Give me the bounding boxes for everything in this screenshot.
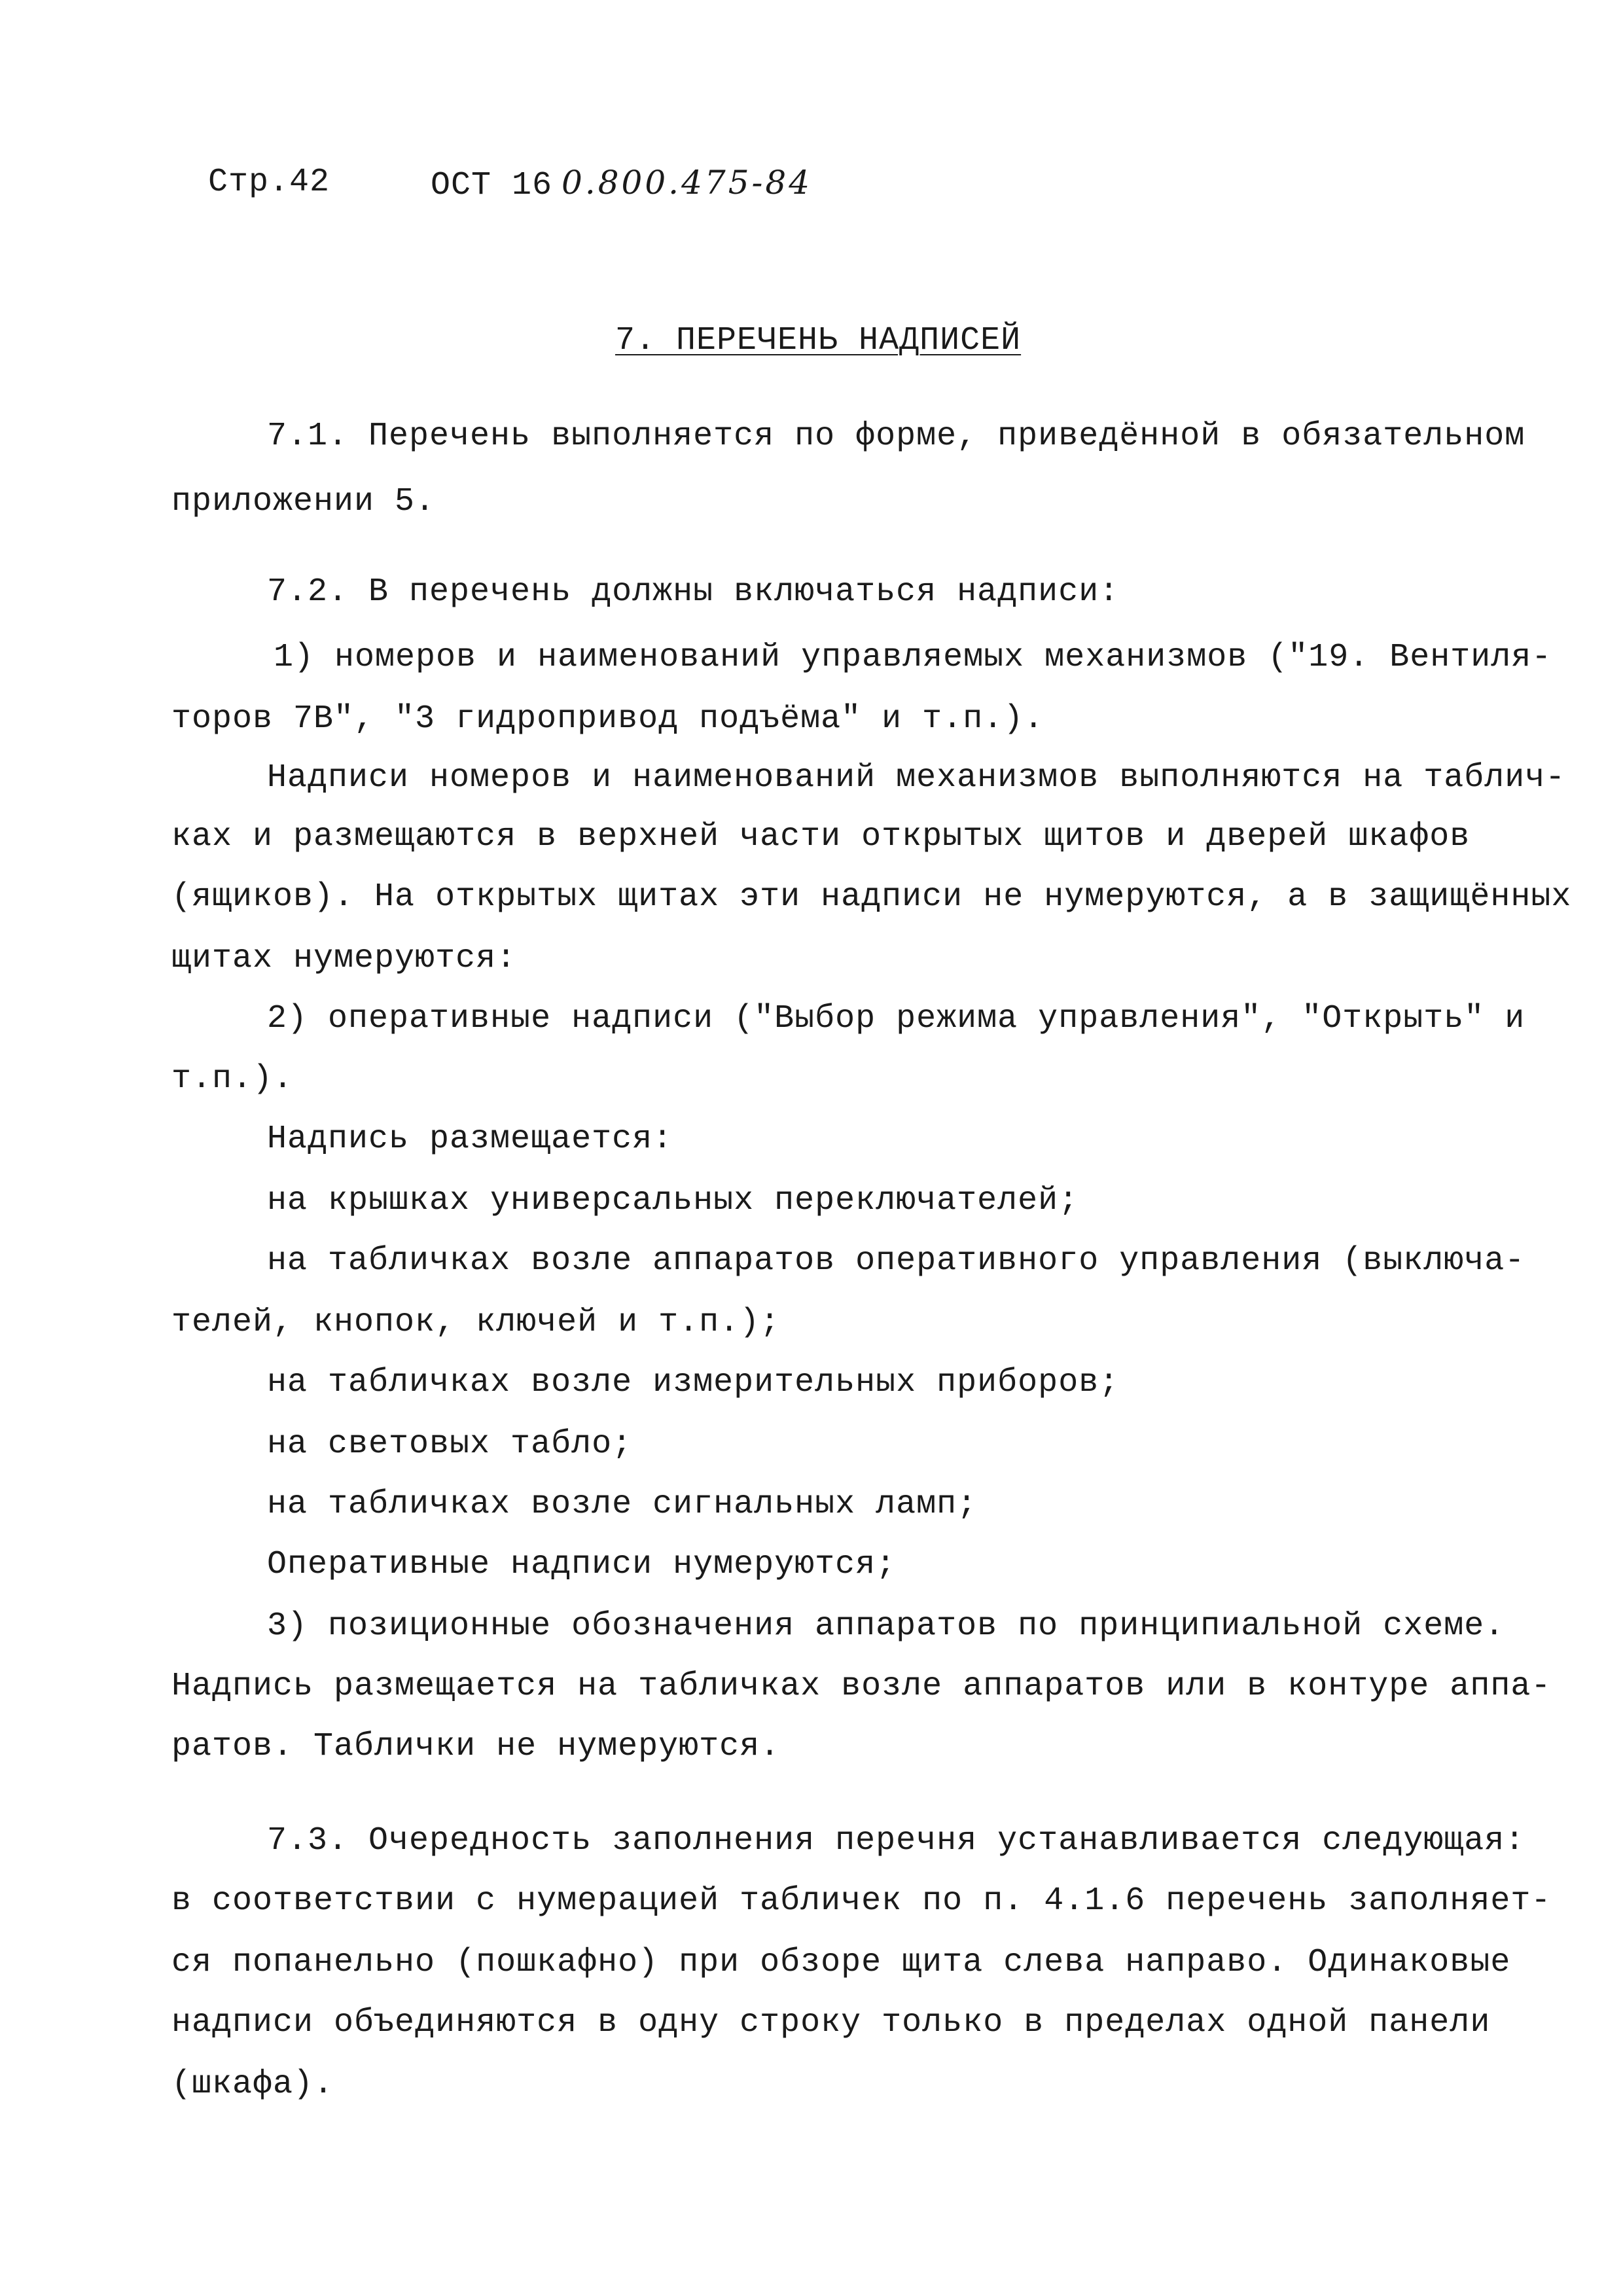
paragraph-line: 3) позиционные обозначения аппаратов по принципиальной схеме. bbox=[267, 1607, 1505, 1645]
paragraph-line: т.п.). bbox=[171, 1060, 294, 1098]
paragraph-line: 7.3. Очередность заполнения перечня устанавливается следующая: bbox=[267, 1822, 1525, 1859]
paragraph-line: 7.2. В перечень должны включаться надписи: bbox=[267, 573, 1120, 611]
paragraph-line: приложении 5. bbox=[171, 483, 436, 520]
paragraph-line: Надписи номеров и наименований механизмов выполняются на таблич- bbox=[267, 759, 1566, 797]
standard-prefix: ОСТ 16 bbox=[431, 167, 553, 204]
paragraph-line: на световых табло; bbox=[267, 1426, 633, 1463]
paragraph-line: на табличках возле измерительных приборов; bbox=[267, 1364, 1120, 1401]
paragraph-line: (шкафа). bbox=[171, 2066, 334, 2103]
paragraph-line: на табличках возле сигнальных ламп; bbox=[267, 1486, 978, 1523]
paragraph-line: щитах нумеруются: bbox=[171, 940, 517, 977]
paragraph-line: телей, кнопок, ключей и т.п.); bbox=[171, 1304, 781, 1341]
section-title: 7. ПЕРЕЧЕНЬ НАДПИСЕЙ bbox=[615, 322, 1022, 359]
page-header bbox=[208, 164, 1386, 216]
paragraph-line: Оперативные надписи нумеруются; bbox=[267, 1546, 897, 1583]
standard-handwritten-number: 0.800.475-84 bbox=[562, 164, 813, 202]
paragraph-line: Надпись размещается на табличках возле аппаратов или в контуре аппа- bbox=[171, 1668, 1552, 1705]
paragraph-line: на крышках универсальных переключателей; bbox=[267, 1182, 1079, 1219]
paragraph-line: надписи объединяются в одну строку только в пределах одной панели bbox=[171, 2004, 1491, 2041]
paragraph-line: (ящиков). На открытых щитах эти надписи не нумеруются, а в защищённых bbox=[171, 878, 1572, 916]
paragraph-line: торов 7В", "3 гидропривод подъёма" и т.п.). bbox=[171, 700, 1044, 738]
paragraph-line: 1) номеров и наименований управляемых механизмов ("19. Вентиля- bbox=[274, 639, 1552, 676]
paragraph-line: на табличках возле аппаратов оперативного управления (выключа- bbox=[267, 1242, 1525, 1280]
paragraph-line: ратов. Таблички не нумеруются. bbox=[171, 1728, 781, 1765]
paragraph-line: в соответствии с нумерацией табличек по п. 4.1.6 перечень заполняет- bbox=[171, 1882, 1552, 1920]
page-number: Стр.42 bbox=[208, 164, 330, 201]
standard-designation bbox=[431, 164, 812, 204]
paragraph-line: ках и размещаются в верхней части открытых щитов и дверей шкафов bbox=[171, 818, 1471, 855]
paragraph-line: ся попанельно (пошкафно) при обзоре щита слева направо. Одинаковые bbox=[171, 1944, 1511, 1981]
paragraph-line: 2) оперативные надписи ("Выбор режима управления", "Открыть" и bbox=[267, 1000, 1525, 1037]
paragraph-line: Надпись размещается: bbox=[267, 1121, 673, 1158]
paragraph-line: 7.1. Перечень выполняется по форме, приведённой в обязательном bbox=[267, 418, 1525, 455]
